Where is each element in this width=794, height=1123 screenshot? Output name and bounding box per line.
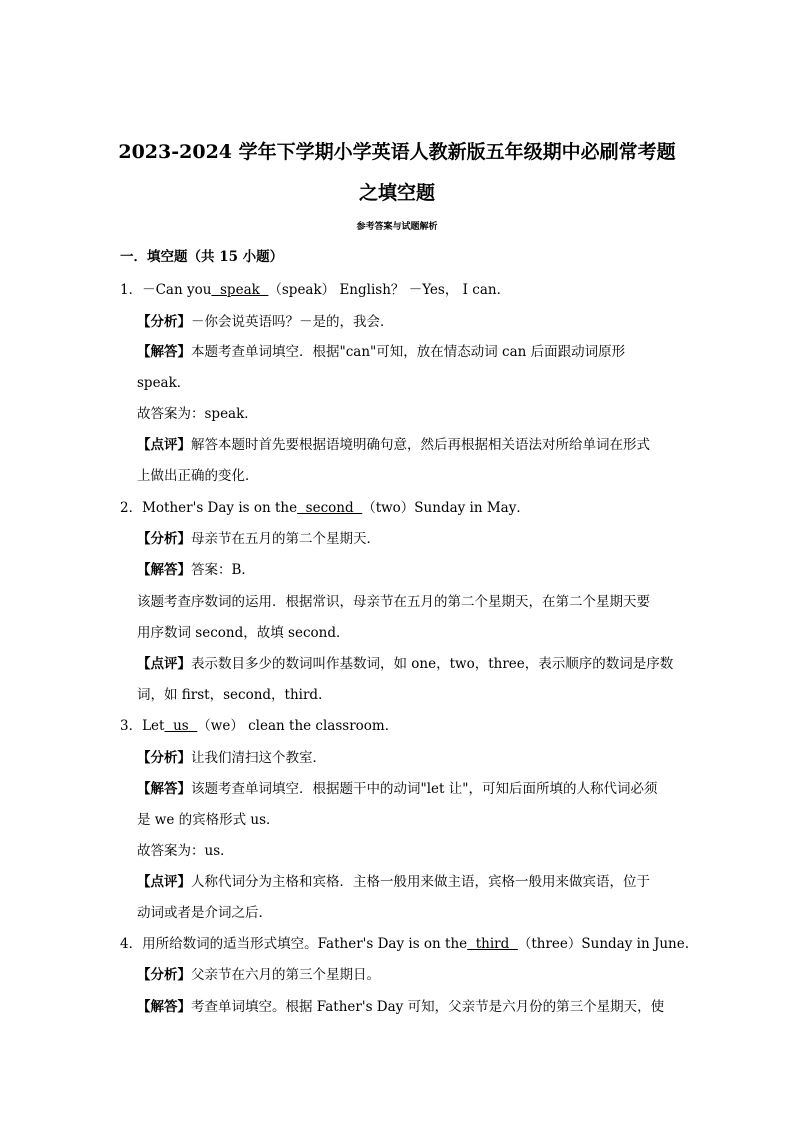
document-subtitle: 参考答案与试题解析 [356,222,438,232]
question-text-pre: 用所给数词的适当形式填空。Father's Day is on the [142,936,468,952]
comment-text: 人称代词分为主格和宾格．主格一般用来做主语，宾格一般用来做宾语，位于 [191,874,650,890]
question-number: 1． [120,282,143,298]
answer-tag: 【解答】 [137,999,191,1015]
question-text-pre: Mother's Day is on the [142,500,298,516]
question-3 [120,717,398,735]
analysis-tag: 【分析】 [137,531,191,547]
question-4 [120,935,689,953]
question-text-post: （three）Sunday in June. [517,936,690,952]
analysis-1 [137,313,394,331]
comment-tag: 【点评】 [137,437,191,453]
answer-tag: 【解答】 [137,562,191,578]
analysis-4 [137,966,380,984]
answer-blank: speak [211,282,269,298]
question-1 [120,281,510,299]
comment-1-line1 [137,436,650,454]
comment-2-line2: 词，如 first，second，third． [137,687,332,703]
answer-blank: third [467,936,518,952]
document-title-line2: 之填空题 [358,182,435,204]
question-text-post: （we） clean the classroom． [197,718,399,734]
answer-text: 本题考查单词填空．根据"can"可知，放在情态动词 can 后面跟动词原形 [191,344,626,360]
answer-2-line3: 用序数词 second，故填 second． [137,625,350,641]
answer-1-line2: speak． [137,375,191,391]
answer-text: 答案：B． [191,562,255,578]
comment-text: 表示数目多少的数词叫作基数词，如 one，two，three，表示顺序的数词是序数 [191,656,674,672]
question-text-pre: －Can you [142,282,212,298]
comment-3-line2: 动词或者是介词之后． [137,905,272,921]
analysis-text: 母亲节在五月的第二个星期天． [191,531,380,547]
answer-text: 该题考查单词填空．根据题干中的动词"let 让"，可知后面所填的人称代词必须 [191,781,658,797]
comment-3-line1 [137,873,650,891]
question-number: 4． [120,936,143,952]
comment-2-line1 [137,655,673,673]
comment-tag: 【点评】 [137,656,191,672]
analysis-2 [137,530,380,548]
question-text-post: （speak） English？ －Yes， I can． [268,282,511,298]
analysis-tag: 【分析】 [137,967,191,983]
answer-1-line1 [137,343,625,361]
analysis-tag: 【分析】 [137,750,191,766]
analysis-text: 让我们清扫这个教室． [191,750,326,766]
question-number: 3． [120,718,143,734]
answer-blank: us [164,718,198,734]
section-heading: 一．填空题（共 15 小题） [120,249,284,265]
answer-tag: 【解答】 [137,344,191,360]
answer-tag: 【解答】 [137,781,191,797]
analysis-text: 父亲节在六月的第三个星期日。 [191,967,380,983]
answer-3-line3: 故答案为：us． [137,843,234,859]
answer-text: 考查单词填空。根据 Father's Day 可知，父亲节是六月份的第三个星期天，使 [191,999,665,1015]
answer-blank: second [297,500,363,516]
answer-3-line2: 是 we 的宾格形式 us． [137,812,280,828]
answer-3-line1 [137,780,657,798]
comment-tag: 【点评】 [137,874,191,890]
question-text-post: （two）Sunday in May． [362,500,530,516]
question-number: 2． [120,500,143,516]
answer-1-line3: 故答案为：speak． [137,406,258,422]
comment-1-line2: 上做出正确的变化． [137,468,259,484]
answer-2-line2: 该题考查序数词的运用．根据常识，母亲节在五月的第二个星期天，在第二个星期天要 [137,594,650,610]
analysis-3 [137,749,326,767]
document-title-line1: 2023-2024 学年下学期小学英语人教新版五年级期中必刷常考题 [118,141,676,163]
question-text-pre: Let [142,718,165,734]
question-2 [120,499,530,517]
analysis-text: －你会说英语吗？－是的，我会． [191,314,394,330]
answer-4-line1 [137,998,664,1016]
analysis-tag: 【分析】 [137,314,191,330]
answer-2-line1 [137,561,255,579]
comment-text: 解答本题时首先要根据语境明确句意，然后再根据相关语法对所给单词在形式 [191,437,650,453]
